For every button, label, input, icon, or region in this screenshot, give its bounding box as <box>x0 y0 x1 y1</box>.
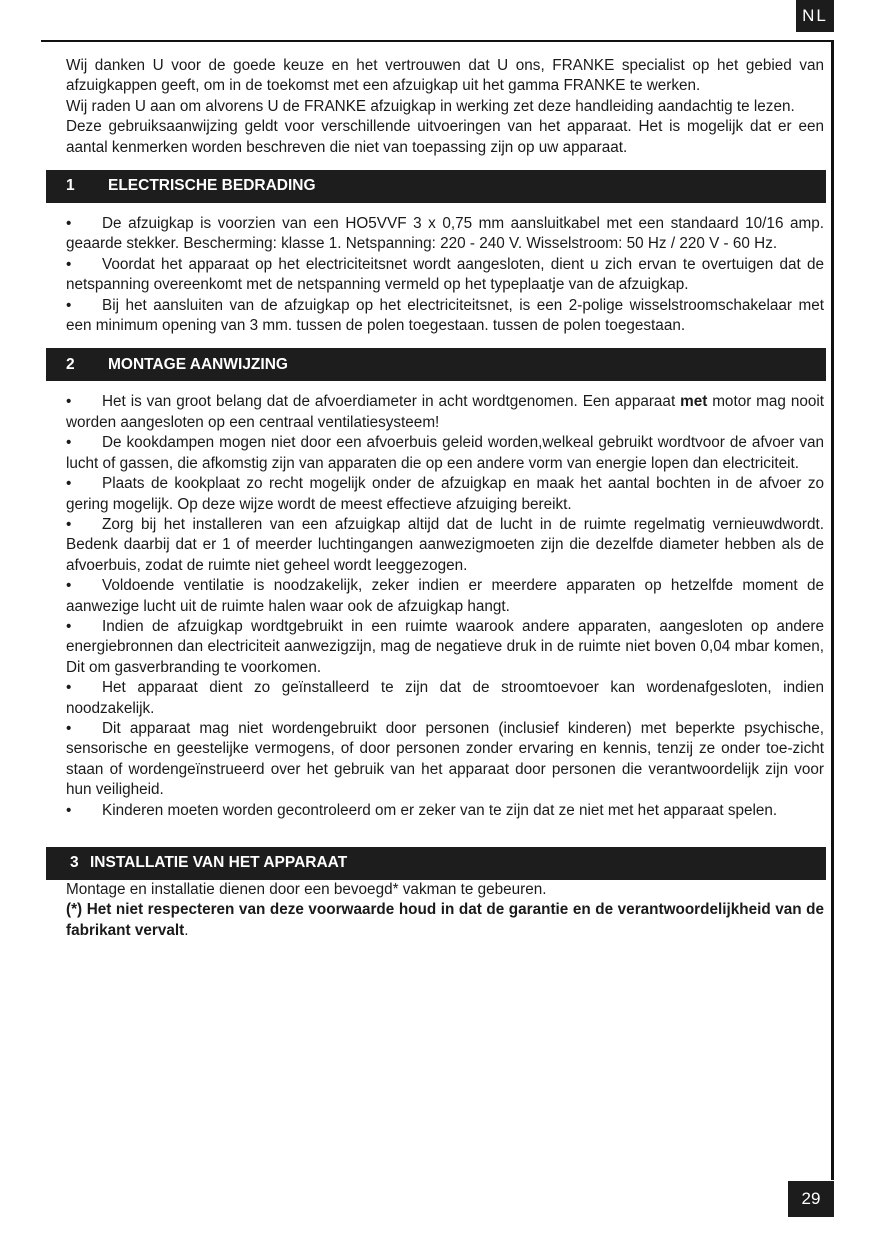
list-item: • Zorg bij het installeren van een afzuigkap altijd dat de lucht in de ruimte regelmatig vernieuwdwordt. Bedenk daarbij dat er 1 of meerder luchtingangen aanwezigmoeten zijn die dezelfde diameter hebben als de afvoerbuis, zodat de ruimte niet geheel wordt leeggezogen. <box>66 515 824 574</box>
list-item: • Plaats de kookplaat zo recht mogelijk onder de afzuigkap en maak het aantal bochten in de afvoer zo gering mogelijk. Op deze wijze wordt de meest effectieve afzuiging bereikt. <box>66 475 824 513</box>
language-badge: NL <box>796 0 834 32</box>
list-item: • De kookdampen mogen niet door een afvoerbuis geleid worden,welkeal gebruikt wordtvoor de afvoer van lucht of gassen, die afkomstig zijn van apparaten die op een andere vorm van energie lopen dan electriciteit. <box>66 434 824 472</box>
top-rule <box>41 40 834 42</box>
list-item: • De afzuigkap is voorzien van een HO5VVF 3 x 0,75 mm aansluitkabel met een standaard 10/16 amp. geaarde stekker. Bescherming: klasse 1. Netspanning: 220 - 240 V. Wisselstroom: 50 Hz / 220 V - 60 Hz. <box>66 215 824 253</box>
intro <box>66 56 824 158</box>
section-electrical-wiring-list <box>66 214 824 336</box>
intro-paragraph: Deze gebruiksaanwijzing geldt voor verschillende uitvoeringen van het apparaat. Het is mogelijk dat er een aantal kenmerken worden beschreven die niet van toepassing zijn op uw apparaat. <box>66 118 824 156</box>
section-title: ELECTRISCHE BEDRADING <box>108 177 316 195</box>
right-rule <box>831 40 834 1180</box>
page-number: 29 <box>788 1181 834 1217</box>
section-header-electrical-wiring <box>46 170 826 203</box>
section-header-installation <box>46 847 826 880</box>
warranty-warning: (*) Het niet respecteren van deze voorwaarde houd in dat de garantie en de verantwoordelijkheid van de fabrikant vervalt. <box>66 901 824 939</box>
section-title: MONTAGE AANWIJZING <box>108 355 288 373</box>
section-number: 2 <box>66 355 75 373</box>
section-number: 1 <box>66 177 75 195</box>
list-item: • Bij het aansluiten van de afzuigkap op het electriciteitsnet, is een 2-polige wisselstroomschakelaar met een minimum opening van 3 mm. tussen de polen toegestaan. tussen de polen toegestaan. <box>66 296 824 335</box>
section-number: 3 <box>70 854 79 872</box>
page-content <box>66 56 824 941</box>
installation-text: Montage en installatie dienen door een bevoegd* vakman te gebeuren. <box>66 881 547 898</box>
list-item: • Voldoende ventilatie is noodzakelijk, zeker indien er meerdere apparaten op hetzelfde moment de aanwezige lucht uit de ruimte halen waar ook de afzuigkap hangt. <box>66 577 824 615</box>
list-item: • Het apparaat dient zo geïnstalleerd te zijn dat de stroomtoevoer kan wordenafgesloten, indien noodzakelijk. <box>66 679 824 717</box>
list-item: • Voordat het apparaat op het electriciteitsnet wordt aangesloten, dient u zich ervan te overtuigen dat de netspanning overeenkomt met de netspanning vermeld op het typeplaatje van de afzuigkap. <box>66 255 824 294</box>
section-title: INSTALLATIE VAN HET APPARAAT <box>90 854 348 872</box>
section-header-mounting-instructions <box>46 348 826 381</box>
list-item: • Kinderen moeten worden gecontroleerd om er zeker van te zijn dat ze niet met het apparaat spelen. <box>66 801 778 819</box>
list-item: • Het is van groot belang dat de afvoerdiameter in acht wordtgenomen. Een apparaat met motor mag nooit worden aangesloten op een centraal ventilatiesysteem! <box>66 393 825 431</box>
intro-paragraph: Wij raden U aan om alvorens U de FRANKE afzuigkap in werking zet deze handleiding aandachtig te lezen. <box>66 97 795 115</box>
list-item: • Dit apparaat mag niet wordengebruikt door personen (inclusief kinderen) met beperkte psychische, sensorische en geestelijke vermogens, of door personen zonder ervaring en kennis, tenzij ze onder toe-zicht staan of wordengeïnstrueerd over het gebruik van het apparaat door personen die verantwoordelijk zijn voor hun veiligheid. <box>66 719 824 799</box>
list-item: • Indien de afzuigkap wordtgebruikt in een ruimte waarook andere apparaten, aangesloten op andere energiebronnen dan electriciteit aanwezigzijn, mag de negatieve druk in de ruimte niet boven 0,04 mbar komen, Dit om gasverbranding te voorkomen. <box>66 617 824 676</box>
intro-paragraph: Wij danken U voor de goede keuze en het vertrouwen dat U ons, FRANKE specialist op het gebied van afzuigkappen geeft, om in de toekomst met een afzuigkap uit het gamma FRANKE te werken. <box>66 57 824 95</box>
section-mounting-instructions-list <box>66 392 824 821</box>
